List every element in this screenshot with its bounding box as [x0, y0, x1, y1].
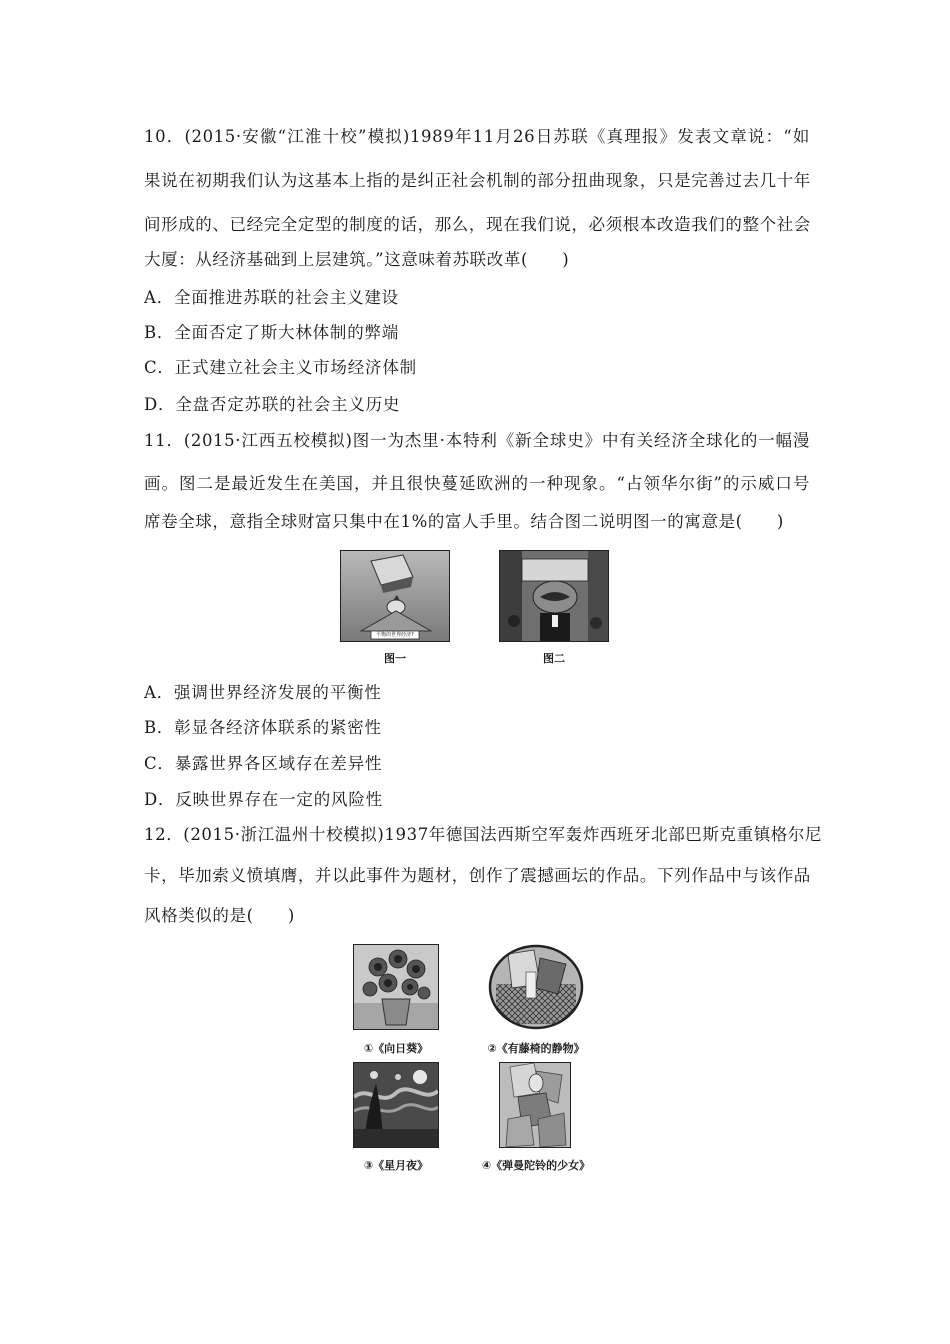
- q12-line-2: 卡，毕加索义愤填膺，并以此事件为题材，创作了震撼画坛的作品。下列作品中与该作品: [144, 866, 811, 885]
- painting-1-sunflowers: [353, 944, 439, 1030]
- q10-line-2: 果说在初期我们认为这基本上指的是纠正社会机制的部分扭曲现象，只是完善过去几十年: [144, 171, 811, 190]
- painting-3-caption: ③《星月夜》: [363, 1159, 429, 1172]
- painting-2-still-life: [488, 944, 584, 1030]
- q11-line-1: 11．(2015·江西五校模拟)图一为杰里·本特利《新全球史》中有关经济全球化的一幅漫: [144, 431, 810, 450]
- figure-1-inner-label: 平衡的世界经济?: [376, 632, 414, 638]
- figure-1-drawing: [341, 551, 449, 641]
- q11-option-b: B．彰显各经济体联系的紧密性: [144, 718, 382, 737]
- q11-option-a: A．强调世界经济发展的平衡性: [144, 683, 382, 702]
- painting-1-drawing: [354, 945, 438, 1029]
- painting-3-starry-night: [353, 1062, 439, 1148]
- q11-option-c: C．暴露世界各区域存在差异性: [144, 754, 383, 773]
- q12-line-1: 12．(2015·浙江温州十校模拟)1937年德国法西斯空军轰炸西班牙北部巴斯克重镇格尔尼: [144, 825, 823, 844]
- q10-line-1: 10．(2015·安徽“江淮十校”模拟)1989年11月26日苏联《真理报》发表文章说：“如: [144, 127, 810, 146]
- q10-line-3: 间形成的、已经完全定型的制度的话，那么，现在我们说，必须根本改造我们的整个社会: [144, 215, 811, 234]
- q11-line-2: 画。图二是最近发生在美国，并且很快蔓延欧洲的一种现象。“占领华尔街”的示威口号: [144, 474, 810, 493]
- painting-4-caption: ④《弹曼陀铃的少女》: [481, 1159, 591, 1172]
- q10-option-d: D．全盘否定苏联的社会主义历史: [144, 395, 401, 414]
- figure-2-drawing: [500, 551, 608, 641]
- q10-option-b: B．全面否定了斯大林体制的弊端: [144, 323, 400, 342]
- painting-4-girl-with-mandolin: [499, 1062, 571, 1148]
- painting-2-caption: ②《有藤椅的静物》: [487, 1042, 585, 1055]
- q10-option-c: C．正式建立社会主义市场经济体制: [144, 358, 417, 377]
- q10-line-4: 大厦：从经济基础到上层建筑。”这意味着苏联改革( ): [144, 250, 570, 269]
- painting-4-drawing: [500, 1063, 570, 1147]
- painting-2-drawing: [488, 944, 584, 1030]
- figure-2-photo: [499, 550, 609, 642]
- painting-3-drawing: [354, 1063, 438, 1147]
- q11-option-d: D．反映世界存在一定的风险性: [144, 790, 383, 809]
- q12-line-3: 风格类似的是( ): [144, 906, 295, 925]
- painting-1-caption: ①《向日葵》: [363, 1042, 429, 1055]
- figure-1-caption: 图一: [384, 652, 406, 665]
- figure-2-caption: 图二: [543, 652, 565, 665]
- q11-line-3: 席卷全球，意指全球财富只集中在1%的富人手里。结合图二说明图一的寓意是( ): [144, 512, 784, 531]
- q10-option-a: A．全面推进苏联的社会主义建设: [144, 288, 399, 307]
- figure-1-cartoon: [340, 550, 450, 642]
